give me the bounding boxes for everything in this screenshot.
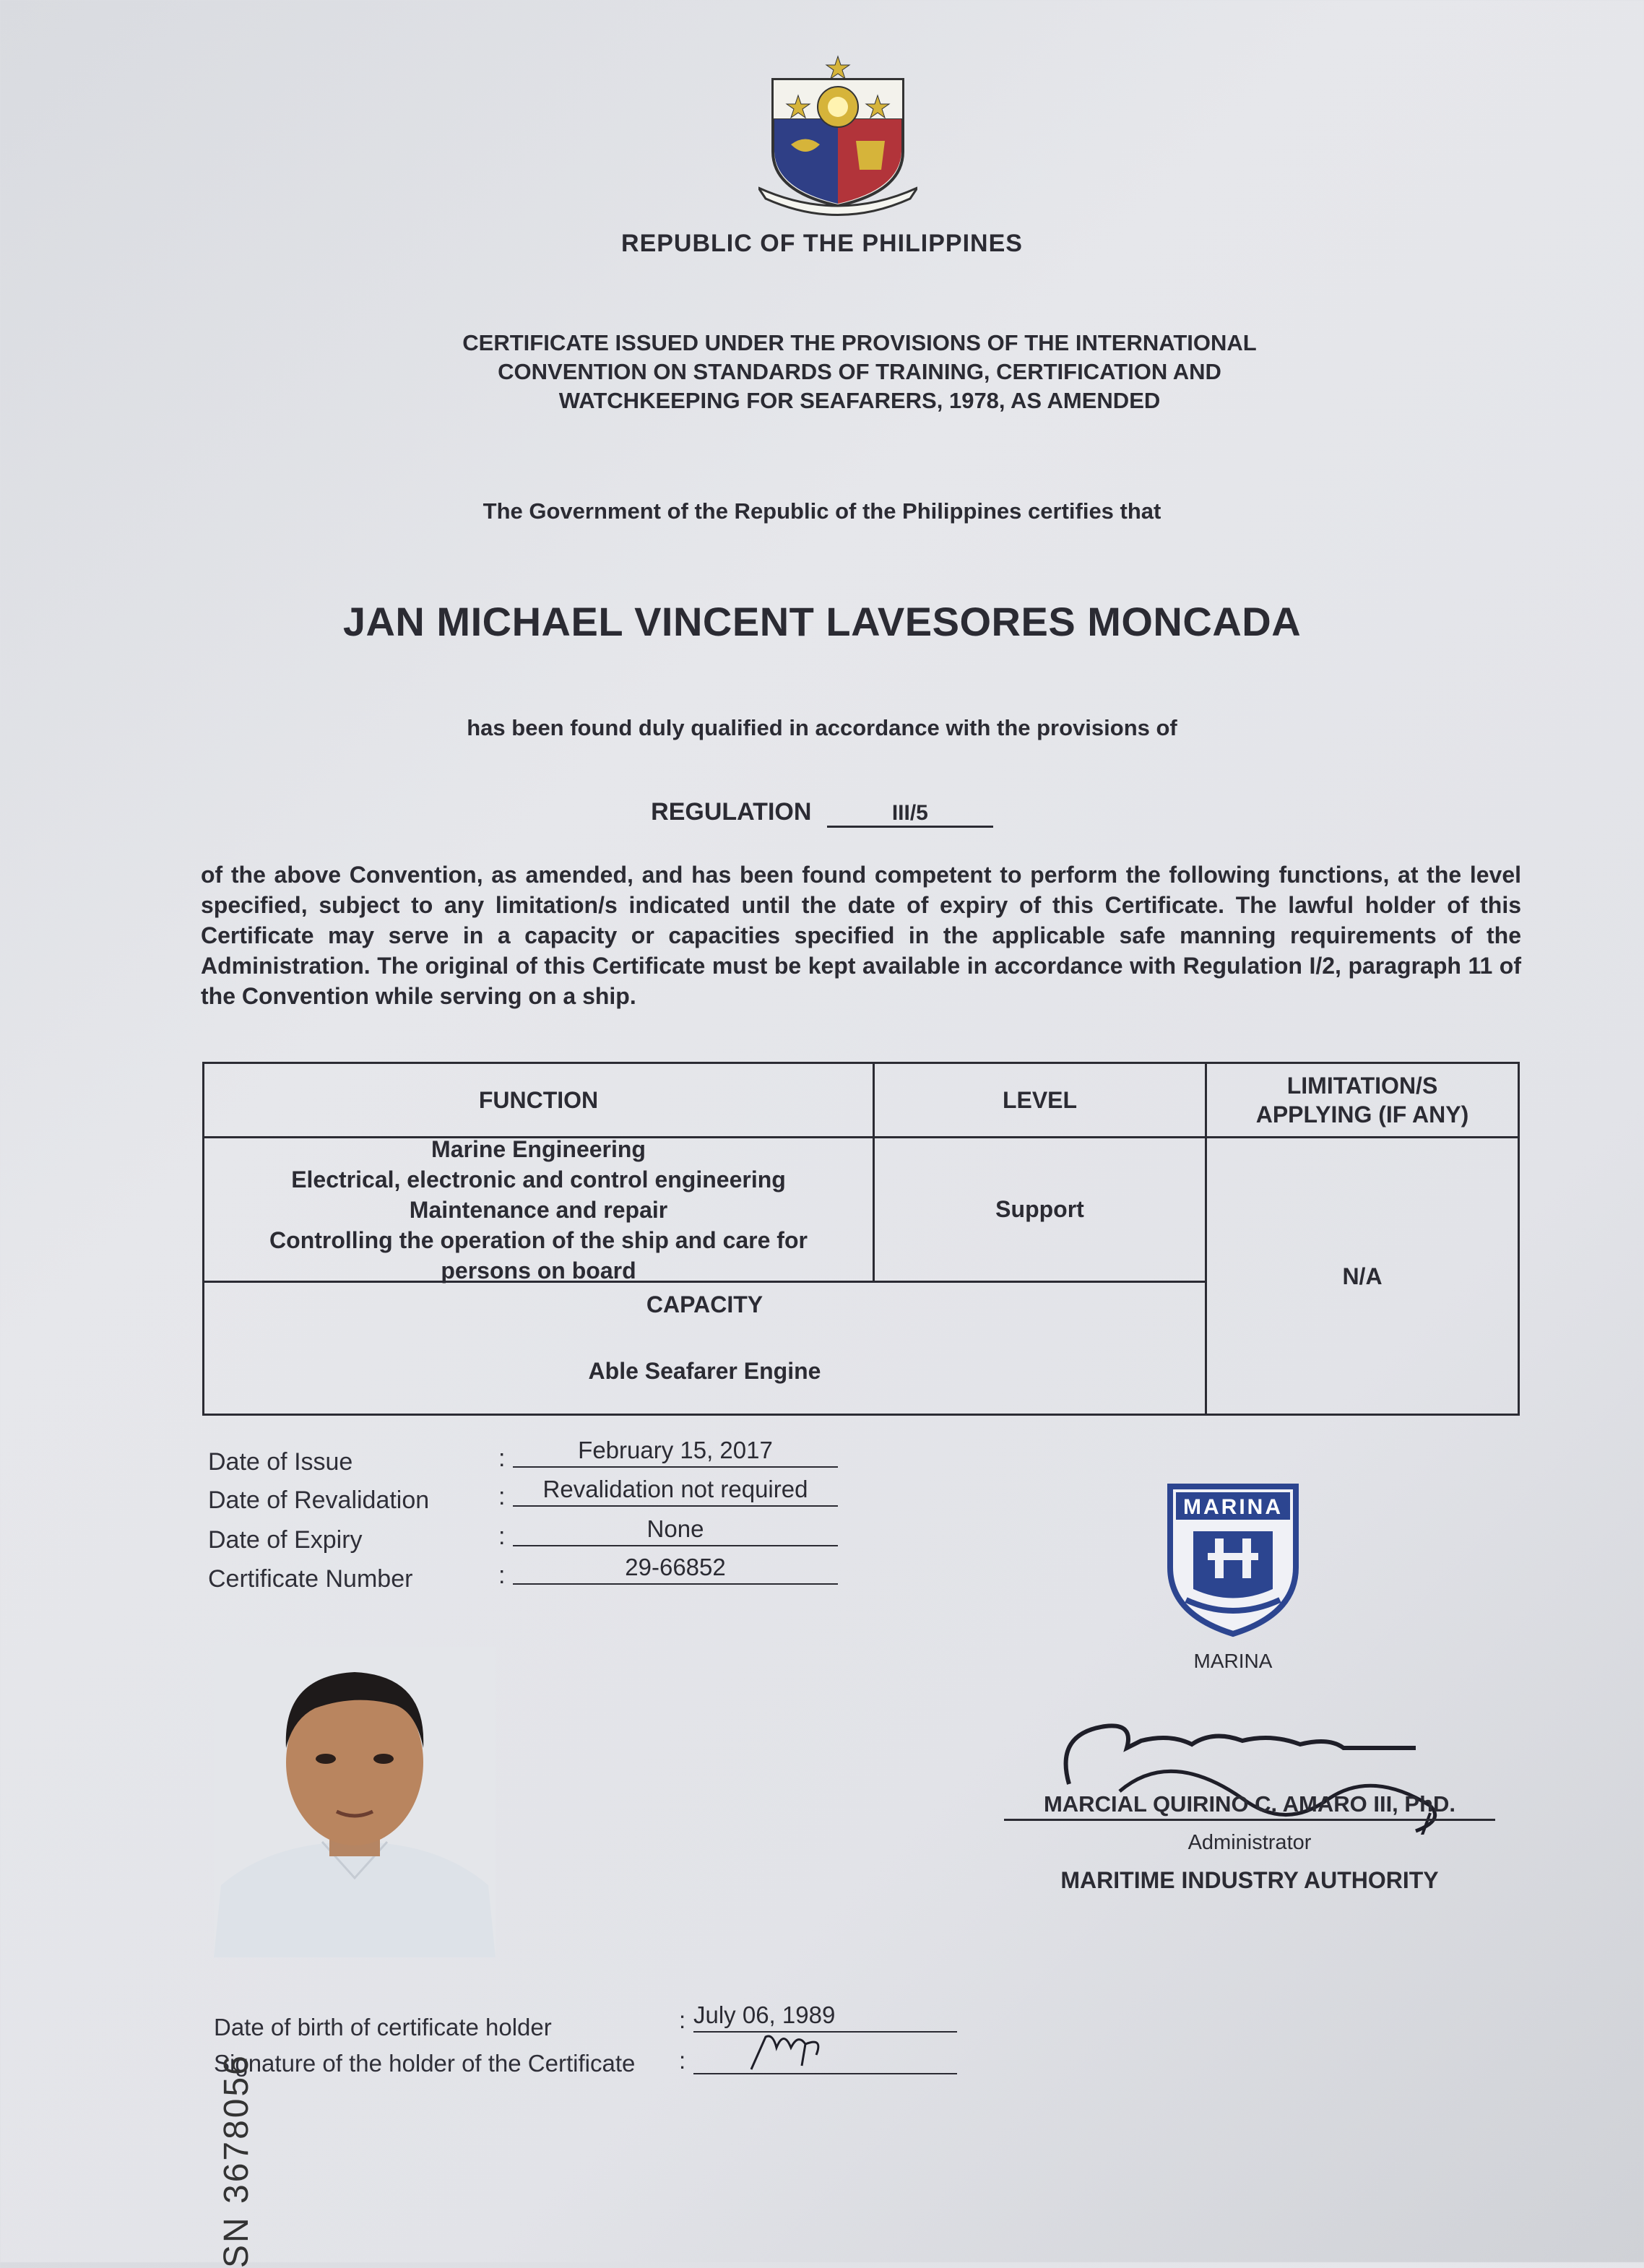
revalidation-date-label: Date of Revalidation: [208, 1486, 430, 1514]
colon: :: [498, 1445, 506, 1472]
marina-logo: [1164, 1481, 1302, 1640]
holder-name: JAN MICHAEL VINCENT LAVESORES MONCADA: [342, 599, 1302, 644]
certificate-number-value: 29-66852: [513, 1553, 838, 1585]
function-item: Marine Engineering: [431, 1135, 646, 1162]
limitations-value: N/A: [1342, 1263, 1383, 1289]
function-item: Maintenance and repair: [409, 1196, 668, 1223]
capacity-label: CAPACITY: [646, 1291, 763, 1317]
function-item: persons on board: [441, 1257, 636, 1284]
colon: :: [498, 1483, 506, 1510]
limitations-header-line: APPLYING (IF ANY): [1255, 1101, 1469, 1127]
colon: :: [679, 2007, 686, 2033]
certificate-number-label: Certificate Number: [208, 1565, 413, 1593]
convention-line: CERTIFICATE ISSUED UNDER THE PROVISIONS OF THE INTERNATIONAL: [462, 330, 1257, 355]
philippine-coat-of-arms-seal: [758, 51, 917, 217]
colon: :: [498, 1562, 506, 1589]
convention-heading: [361, 329, 1358, 415]
regulation-line: [0, 798, 1644, 828]
marina-logo-text: MARINA: [1183, 1495, 1283, 1519]
expiry-date-value: None: [513, 1515, 838, 1546]
serial-number: SN 3678056: [217, 2053, 256, 2268]
function-item: Controlling the operation of the ship and care for: [269, 1226, 808, 1253]
holder-signature: [722, 2022, 831, 2073]
dob-label: Date of birth of certificate holder: [214, 2014, 552, 2040]
regulation-label: REGULATION: [651, 798, 812, 826]
issue-date-value: February 15, 2017: [513, 1436, 838, 1468]
holder-signature-label: Signature of the holder of the Certificate: [214, 2050, 636, 2077]
functions-table: [202, 1062, 1520, 1416]
limitations-header-line: LIMITATION/S: [1286, 1073, 1438, 1099]
level-header: LEVEL: [1002, 1086, 1078, 1113]
issue-date-label: Date of Issue: [208, 1448, 353, 1476]
official-agency: MARITIME INDUSTRY AUTHORITY: [1060, 1867, 1439, 1893]
regulation-value: III/5: [827, 801, 993, 828]
colon: :: [679, 2047, 686, 2074]
holder-photo: [214, 1647, 496, 1957]
capacity-value: Able Seafarer Engine: [588, 1357, 821, 1384]
official-name: MARCIAL QUIRINO C. AMARO III, PhD.: [1004, 1791, 1495, 1821]
level-value: Support: [995, 1196, 1084, 1222]
marina-caption: MARINA: [1193, 1650, 1273, 1672]
competence-paragraph: of the above Convention, as amended, and has been found competent to perform the following functions, at the level specified, subject to any limitation/s indicated until the date of expiry of this Certificate. The lawful holder of this Certificate may serve in a capacity or capacities specified in the applicable safe manning requirements of the Administration. The original of this Certificate must be kept available in accordance with Regulation I/2, paragraph 11 of the Convention while serving on a ship.: [201, 862, 1521, 1009]
official-title: Administrator: [1187, 1831, 1312, 1854]
colon: :: [498, 1523, 506, 1550]
country-heading: REPUBLIC OF THE PHILIPPINES: [621, 230, 1023, 257]
function-list: [204, 1135, 873, 1284]
dob-value: July 06, 1989: [693, 2001, 957, 2033]
qualified-statement: has been found duly qualified in accordance with the provisions of: [467, 715, 1177, 740]
expiry-date-label: Date of Expiry: [208, 1526, 363, 1554]
function-header: FUNCTION: [478, 1086, 599, 1113]
certifies-statement: The Government of the Republic of the Philippines certifies that: [483, 498, 1161, 524]
function-item: Electrical, electronic and control engineering: [291, 1166, 786, 1193]
limitations-header: [1207, 1064, 1518, 1136]
convention-line: CONVENTION ON STANDARDS OF TRAINING, CERTIFICATION AND: [498, 359, 1221, 384]
revalidation-date-value: Revalidation not required: [513, 1475, 838, 1507]
convention-line: WATCHKEEPING FOR SEAFARERS, 1978, AS AMENDED: [558, 388, 1161, 413]
